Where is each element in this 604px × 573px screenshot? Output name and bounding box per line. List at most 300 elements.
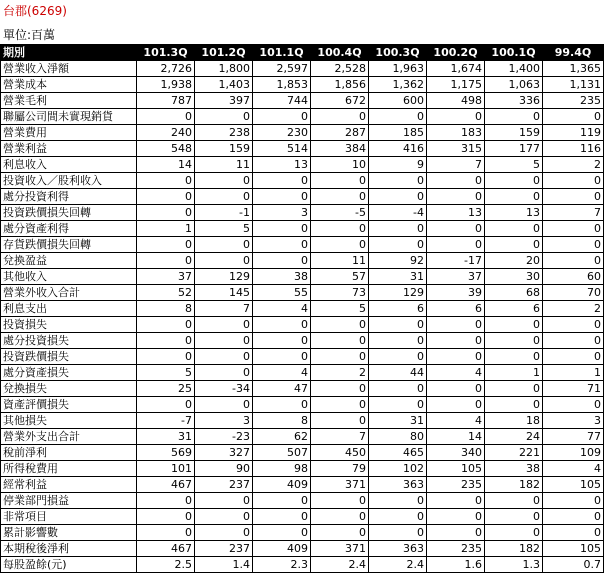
table-cell: 0 [137,525,195,541]
table-row [1,125,604,141]
row-label: 處分資產損失 [1,365,137,381]
table-cell: 0 [311,333,369,349]
table-cell: 0 [543,221,604,237]
column-header: 100.3Q [369,45,427,61]
table-cell: 4 [427,413,485,429]
table-cell: 0 [485,189,543,205]
table-row [1,205,604,221]
row-label: 經常利益 [1,477,137,493]
table-cell: 1,362 [369,77,427,93]
table-row [1,173,604,189]
row-label: 投資收入／股利收入 [1,173,137,189]
column-header: 期別 [1,45,137,61]
table-cell: 3 [543,413,604,429]
table-cell: 1 [543,365,604,381]
table-row [1,445,604,461]
table-cell: 71 [543,381,604,397]
table-cell: 7 [543,205,604,221]
table-cell: 0 [543,493,604,509]
table-row [1,93,604,109]
table-cell: 0 [195,237,253,253]
table-cell: 37 [137,269,195,285]
table-cell: 498 [427,93,485,109]
table-cell: 238 [195,125,253,141]
table-cell: 0 [311,413,369,429]
table-row [1,461,604,477]
table-cell: -4 [369,205,427,221]
table-row [1,285,604,301]
table-row [1,157,604,173]
table-cell: 0 [195,333,253,349]
table-cell: 44 [369,365,427,381]
table-cell: 235 [427,541,485,557]
table-cell: 68 [485,285,543,301]
table-cell: 0 [311,381,369,397]
table-cell: 109 [543,445,604,461]
table-cell: 0 [485,333,543,349]
table-cell: 0 [543,253,604,269]
table-cell: 0 [369,333,427,349]
column-header: 100.2Q [427,45,485,61]
table-cell: 0 [485,237,543,253]
row-label: 非常項目 [1,509,137,525]
row-label: 聯屬公司間未實現銷貨 [1,109,137,125]
table-row [1,253,604,269]
table-row [1,237,604,253]
table-cell: 287 [311,125,369,141]
table-cell: 30 [485,269,543,285]
table-cell: 0 [311,525,369,541]
row-label: 處分資產利得 [1,221,137,237]
table-row [1,413,604,429]
table-cell: 0 [137,333,195,349]
table-cell: 1,938 [137,77,195,93]
table-cell: 467 [137,477,195,493]
table-cell: 0 [311,173,369,189]
table-cell: 0 [369,493,427,509]
table-cell: 0 [427,525,485,541]
table-cell: 0 [485,381,543,397]
table-row [1,541,604,557]
table-cell: 1.3 [485,557,543,573]
table-cell: 31 [369,269,427,285]
table-cell: 0 [543,397,604,413]
table-row [1,317,604,333]
row-label: 營業成本 [1,77,137,93]
table-cell: 235 [543,93,604,109]
table-row [1,477,604,493]
table-cell: 0 [369,189,427,205]
table-cell: 0 [195,397,253,413]
table-cell: 0 [427,109,485,125]
table-cell: 0 [137,317,195,333]
table-row [1,221,604,237]
table-cell: 0 [369,381,427,397]
table-cell: 31 [137,429,195,445]
table-cell: 235 [427,477,485,493]
table-cell: 340 [427,445,485,461]
table-cell: 3 [195,413,253,429]
unit-label: 單位:百萬 [3,28,56,42]
table-cell: 0 [427,397,485,413]
column-header: 101.3Q [137,45,195,61]
table-row [1,365,604,381]
table-cell: 98 [253,461,311,477]
table-cell: 237 [195,541,253,557]
table-cell: -17 [427,253,485,269]
row-label: 每股盈餘(元) [1,557,137,573]
table-cell: 240 [137,125,195,141]
row-label: 營業毛利 [1,93,137,109]
table-cell: 0 [195,173,253,189]
table-cell: 0 [543,237,604,253]
table-cell: 409 [253,477,311,493]
row-label: 存貨跌價損失回轉 [1,237,137,253]
table-cell: 315 [427,141,485,157]
table-cell: 416 [369,141,427,157]
table-cell: 39 [427,285,485,301]
table-cell: 0 [311,237,369,253]
table-cell: 600 [369,93,427,109]
row-label: 營業利益 [1,141,137,157]
table-cell: 182 [485,541,543,557]
table-cell: 0 [427,237,485,253]
table-cell: 363 [369,477,427,493]
table-cell: 0 [369,317,427,333]
table-cell: 13 [427,205,485,221]
table-cell: 0.7 [543,557,604,573]
table-cell: 7 [195,301,253,317]
table-cell: 0 [195,509,253,525]
table-cell: 0 [195,349,253,365]
income-statement-table [0,44,604,573]
row-label: 投資損失 [1,317,137,333]
table-cell: 62 [253,429,311,445]
table-cell: -1 [195,205,253,221]
table-cell: 20 [485,253,543,269]
table-cell: 0 [427,349,485,365]
table-cell: 0 [137,205,195,221]
table-cell: 0 [485,493,543,509]
table-cell: 2.4 [311,557,369,573]
table-cell: 0 [253,317,311,333]
table-cell: 52 [137,285,195,301]
table-header-row [1,45,604,61]
table-row [1,77,604,93]
table-cell: 2.4 [369,557,427,573]
table-cell: 9 [369,157,427,173]
table-row [1,493,604,509]
table-cell: 0 [311,349,369,365]
table-row [1,109,604,125]
table-cell: 0 [427,509,485,525]
table-cell: 0 [253,333,311,349]
table-cell: 0 [253,509,311,525]
table-row [1,61,604,77]
table-cell: 0 [427,173,485,189]
table-cell: 0 [485,173,543,189]
table-cell: 0 [485,525,543,541]
table-cell: 1,853 [253,77,311,93]
table-cell: 60 [543,269,604,285]
table-cell: 0 [253,525,311,541]
table-cell: 0 [137,109,195,125]
table-cell: 24 [485,429,543,445]
table-cell: 2,726 [137,61,195,77]
table-cell: 77 [543,429,604,445]
table-cell: 1,674 [427,61,485,77]
table-cell: 2,597 [253,61,311,77]
table-cell: 1.4 [195,557,253,573]
table-cell: 0 [369,349,427,365]
table-row [1,429,604,445]
table-cell: 0 [195,493,253,509]
table-cell: 101 [137,461,195,477]
table-cell: 129 [369,285,427,301]
table-cell: 177 [485,141,543,157]
table-cell: 0 [427,333,485,349]
table-cell: 0 [137,253,195,269]
row-label: 其他損失 [1,413,137,429]
table-cell: 371 [311,477,369,493]
table-cell: 2 [543,157,604,173]
table-cell: 2 [543,301,604,317]
table-cell: 0 [137,189,195,205]
column-header: 99.4Q [543,45,604,61]
table-cell: 0 [543,109,604,125]
table-cell: 0 [311,189,369,205]
table-cell: 1 [485,365,543,381]
row-label: 累計影響數 [1,525,137,541]
table-cell: 5 [311,301,369,317]
row-label: 營業費用 [1,125,137,141]
table-cell: 0 [485,317,543,333]
table-row [1,333,604,349]
table-cell: 5 [485,157,543,173]
column-header: 100.4Q [311,45,369,61]
table-cell: 0 [137,397,195,413]
table-cell: 0 [485,509,543,525]
row-label: 稅前淨利 [1,445,137,461]
table-cell: 4 [543,461,604,477]
table-row [1,397,604,413]
table-cell: 0 [369,397,427,413]
table-cell: 1,175 [427,77,485,93]
table-cell: 102 [369,461,427,477]
table-cell: 0 [543,509,604,525]
table-cell: 105 [543,477,604,493]
table-row [1,509,604,525]
table-cell: 92 [369,253,427,269]
table-cell: 1,400 [485,61,543,77]
company-title: 台郡(6269) [3,4,67,18]
table-cell: 230 [253,125,311,141]
table-cell: 0 [253,173,311,189]
table-cell: 0 [137,237,195,253]
table-cell: 0 [195,253,253,269]
column-header: 101.2Q [195,45,253,61]
table-row [1,301,604,317]
table-cell: 185 [369,125,427,141]
table-cell: 79 [311,461,369,477]
table-cell: 0 [485,221,543,237]
table-cell: 384 [311,141,369,157]
table-cell: 744 [253,93,311,109]
table-cell: 0 [485,349,543,365]
table-cell: 105 [427,461,485,477]
table-cell: 183 [427,125,485,141]
table-cell: 0 [253,493,311,509]
table-cell: 73 [311,285,369,301]
row-label: 投資跌價損失 [1,349,137,365]
row-label: 營業外支出合計 [1,429,137,445]
table-cell: 0 [427,381,485,397]
table-cell: 0 [311,109,369,125]
table-cell: 569 [137,445,195,461]
table-row [1,525,604,541]
table-cell: 2,528 [311,61,369,77]
table-cell: 2.5 [137,557,195,573]
table-cell: 14 [137,157,195,173]
table-cell: 465 [369,445,427,461]
table-cell: 397 [195,93,253,109]
table-cell: 38 [485,461,543,477]
table-cell: 116 [543,141,604,157]
row-label: 營業外收入合計 [1,285,137,301]
table-cell: 8 [137,301,195,317]
table-cell: 0 [543,525,604,541]
table-cell: 11 [195,157,253,173]
table-cell: 1,963 [369,61,427,77]
table-cell: 1 [137,221,195,237]
row-label: 處分投資利得 [1,189,137,205]
table-cell: -34 [195,381,253,397]
table-cell: 0 [253,349,311,365]
table-cell: 0 [369,173,427,189]
table-cell: 0 [137,493,195,509]
table-cell: 5 [195,221,253,237]
table-cell: 0 [311,221,369,237]
table-cell: 7 [311,429,369,445]
table-cell: 2 [311,365,369,381]
table-cell: 0 [137,173,195,189]
table-cell: 0 [543,333,604,349]
table-cell: 3 [253,205,311,221]
row-label: 投資跌價損失回轉 [1,205,137,221]
table-cell: 37 [427,269,485,285]
table-cell: 10 [311,157,369,173]
table-cell: 90 [195,461,253,477]
table-cell: 1,365 [543,61,604,77]
table-cell: 31 [369,413,427,429]
table-cell: 514 [253,141,311,157]
table-cell: 1,131 [543,77,604,93]
table-cell: 4 [253,365,311,381]
table-cell: 4 [253,301,311,317]
table-cell: 0 [485,397,543,413]
table-cell: 18 [485,413,543,429]
row-label: 本期稅後淨利 [1,541,137,557]
table-cell: 0 [195,189,253,205]
table-cell: 371 [311,541,369,557]
table-cell: 70 [543,285,604,301]
column-header: 100.1Q [485,45,543,61]
table-cell: 0 [369,221,427,237]
table-row [1,141,604,157]
table-cell: 1.6 [427,557,485,573]
table-cell: 0 [369,525,427,541]
table-cell: 8 [253,413,311,429]
table-cell: 0 [369,509,427,525]
row-label: 處分投資損失 [1,333,137,349]
table-cell: 0 [253,189,311,205]
table-cell: 80 [369,429,427,445]
table-cell: 13 [485,205,543,221]
row-label: 所得稅費用 [1,461,137,477]
table-cell: 2.3 [253,557,311,573]
column-header: 101.1Q [253,45,311,61]
row-label: 營業收入淨額 [1,61,137,77]
table-cell: 1,856 [311,77,369,93]
table-cell: 6 [427,301,485,317]
table-cell: 25 [137,381,195,397]
row-label: 利息支出 [1,301,137,317]
row-label: 兌換盈益 [1,253,137,269]
table-cell: 57 [311,269,369,285]
table-cell: 182 [485,477,543,493]
table-row [1,269,604,285]
table-cell: 47 [253,381,311,397]
table-cell: 14 [427,429,485,445]
table-cell: 0 [543,317,604,333]
table-cell: 119 [543,125,604,141]
table-cell: 0 [195,317,253,333]
table-cell: 548 [137,141,195,157]
table-cell: 467 [137,541,195,557]
table-cell: 129 [195,269,253,285]
table-cell: 0 [427,221,485,237]
table-body [1,61,604,573]
table-cell: 0 [485,109,543,125]
table-cell: 1,063 [485,77,543,93]
row-label: 停業部門損益 [1,493,137,509]
table-row [1,381,604,397]
row-label: 其他收入 [1,269,137,285]
table-cell: 221 [485,445,543,461]
table-cell: 672 [311,93,369,109]
table-cell: 0 [311,493,369,509]
table-cell: 0 [195,365,253,381]
table-cell: 1,403 [195,77,253,93]
table-cell: 0 [253,397,311,413]
table-row [1,557,604,573]
table-cell: 5 [137,365,195,381]
table-cell: 0 [137,349,195,365]
table-cell: 507 [253,445,311,461]
table-cell: 0 [311,397,369,413]
table-cell: 4 [427,365,485,381]
table-cell: -23 [195,429,253,445]
table-row [1,349,604,365]
table-cell: 450 [311,445,369,461]
table-cell: 0 [369,109,427,125]
table-cell: 0 [311,317,369,333]
table-row [1,189,604,205]
row-label: 利息收入 [1,157,137,173]
table-cell: 105 [543,541,604,557]
table-cell: 0 [311,509,369,525]
table-cell: 0 [253,237,311,253]
